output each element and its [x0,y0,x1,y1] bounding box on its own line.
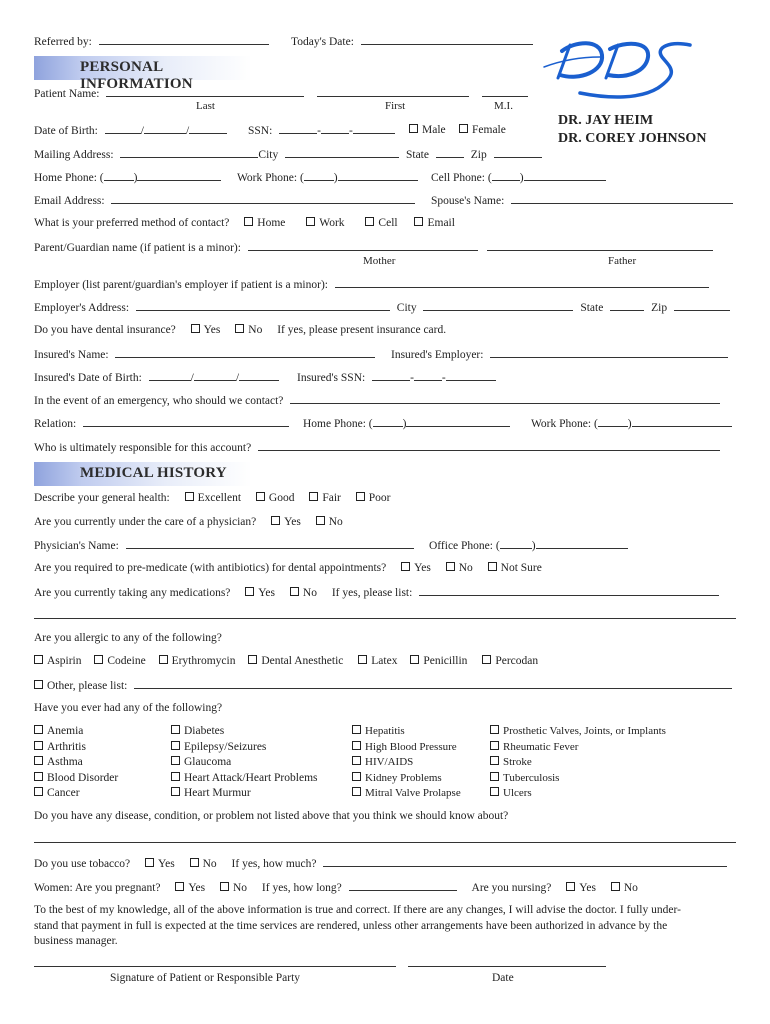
medications-yes-checkbox[interactable]: Yes [245,587,275,599]
father-input[interactable] [487,240,713,251]
todays-date-field[interactable]: Today's Date: [291,34,533,49]
condition-checkbox[interactable]: Hepatitis [352,724,461,740]
physician-name-field[interactable]: Physician's Name: [34,538,414,553]
checkbox-icon[interactable] [611,882,620,891]
condition-checkbox[interactable]: Asthma [34,755,118,771]
allergy-aspirin-checkbox[interactable]: Aspirin [34,655,82,667]
premedicate-no-checkbox[interactable]: No [446,562,473,574]
insured-ssn-field[interactable]: Insured's SSN: - - [297,370,496,385]
checkbox-icon[interactable] [446,562,455,571]
allergy-penicillin-checkbox[interactable]: Penicillin [410,655,467,667]
checkbox-icon[interactable] [220,882,229,891]
checkbox-icon[interactable] [175,882,184,891]
checkbox-icon[interactable] [316,516,325,525]
insurance-yes-checkbox[interactable]: Yes [191,324,221,336]
responsible-party-field[interactable]: Who is ultimately responsible for this account? [34,440,720,455]
dob-field[interactable]: Date of Birth: / / [34,123,227,138]
office-phone-field[interactable]: Office Phone: ( ) [429,538,628,553]
contact-cell-checkbox[interactable]: Cell [365,217,397,229]
allergy-other-row[interactable]: Other, please list: [34,678,732,693]
first-name-input[interactable] [317,86,469,97]
employer-address-row[interactable]: Employer's Address: City State Zip [34,300,730,315]
allergy-latex-checkbox[interactable]: Latex [358,655,397,667]
checkbox-icon[interactable] [358,655,367,664]
checkbox-icon[interactable] [185,492,194,501]
condition-checkbox[interactable]: Stroke [490,755,666,771]
spouse-name-field[interactable]: Spouse's Name: [431,193,733,208]
tobacco-no-checkbox[interactable]: No [190,858,217,870]
ever-had-question: Have you ever had any of the following? [34,702,223,714]
gender-female-checkbox[interactable]: Female [459,123,506,137]
signature-line[interactable] [34,966,396,967]
allergy-options-row [34,654,538,668]
checkbox-icon[interactable] [244,217,253,226]
insurance-no-checkbox[interactable]: No [235,324,262,336]
allergy-erythromycin-checkbox[interactable]: Erythromycin [159,655,236,667]
checkbox-icon[interactable] [409,124,418,133]
employer-field[interactable]: Employer (list parent/guardian's employer if patient is a minor): [34,277,709,292]
father-label: Father [608,255,637,267]
conditions-col-2 [171,724,318,802]
checkbox-icon[interactable] [145,858,154,867]
tobacco-yes-checkbox[interactable]: Yes [145,858,175,870]
checkbox-icon[interactable] [459,124,468,133]
relation-home-phone-field[interactable]: Home Phone: ( ) [303,416,510,431]
premedicate-yes-checkbox[interactable]: Yes [401,562,431,574]
doctor-name-1: DR. JAY HEIM [558,113,654,128]
medications-no-checkbox[interactable]: No [290,587,317,599]
physician-care-row: Are you currently under the care of a physician? Yes No [34,516,343,528]
last-name-input[interactable] [106,86,304,97]
emergency-contact-field[interactable]: In the event of an emergency, who should we contact? [34,393,720,408]
gender-male-checkbox[interactable]: Male [409,123,446,137]
doctor-name-2: DR. COREY JOHNSON [558,131,707,146]
tobacco-row: Do you use tobacco? Yes No If yes, how much? [34,856,727,871]
other-disease-line[interactable] [34,842,736,843]
contact-email-checkbox[interactable]: Email [414,217,454,229]
insured-name-field[interactable]: Insured's Name: [34,347,375,362]
condition-checkbox[interactable]: Cancer [34,786,118,802]
condition-checkbox[interactable]: Epilepsy/Seizures [171,740,318,756]
nursing-no-checkbox[interactable]: No [611,882,638,894]
checkbox-icon[interactable] [356,492,365,501]
condition-checkbox[interactable]: Anemia [34,724,118,740]
section-title: MEDICAL HISTORY [80,465,227,481]
section-title: PERSONAL INFORMATION [80,59,193,92]
checkbox-icon[interactable] [191,324,200,333]
checkbox-icon[interactable] [190,858,199,867]
checkbox-icon[interactable] [94,655,103,664]
health-excellent-checkbox[interactable]: Excellent [185,492,241,504]
pregnancy-length-input[interactable] [349,880,457,891]
premedicate-not-sure-checkbox[interactable]: Not Sure [488,562,542,574]
checkbox-icon[interactable] [290,587,299,596]
relation-field[interactable]: Relation: [34,416,289,431]
conditions-col-1 [34,724,118,802]
signature-label: Signature of Patient or Responsible Party [110,972,301,984]
checkbox-icon[interactable] [488,562,497,571]
checkbox-icon[interactable] [410,655,419,664]
checkbox-icon[interactable] [306,217,315,226]
nursing-yes-checkbox[interactable]: Yes [566,882,596,894]
contact-home-checkbox[interactable]: Home [244,217,285,229]
general-health-row: Describe your general health: Excellent Good Fair Poor [34,492,391,504]
section-personal-information [34,56,252,92]
condition-checkbox[interactable]: Ulcers [490,786,666,802]
health-fair-checkbox[interactable]: Fair [309,492,341,504]
checkbox-icon[interactable] [271,516,280,525]
last-label: Last [196,100,215,112]
checkbox-icon[interactable] [566,882,575,891]
allergy-codeine-checkbox[interactable]: Codeine [94,655,145,667]
mother-label: Mother [363,255,396,267]
insured-employer-field[interactable]: Insured's Employer: [391,347,728,362]
dds-logo [540,33,700,123]
home-phone-field[interactable]: Home Phone: ( ) [34,170,221,185]
physician-yes-checkbox[interactable]: Yes [271,516,301,528]
checkbox-icon[interactable] [309,492,318,501]
first-label: First [385,100,406,112]
mi-label: M.I. [494,100,513,112]
health-poor-checkbox[interactable]: Poor [356,492,391,504]
guardian-row[interactable]: Parent/Guardian name (if patient is a minor): [34,240,713,255]
health-good-checkbox[interactable]: Good [256,492,295,504]
checkbox-icon[interactable] [365,217,374,226]
condition-checkbox[interactable]: Glaucoma [171,755,318,771]
patient-name-row[interactable]: Patient Name: [34,86,528,101]
checkbox-icon[interactable] [482,655,491,664]
dental-insurance-row: Do you have dental insurance? Yes No If yes, please present insurance card. [34,324,447,336]
allergy-dental-anesthetic-checkbox[interactable]: Dental Anesthetic [248,655,343,667]
condition-checkbox[interactable]: Arthritis [34,740,118,756]
email-field[interactable]: Email Address: [34,193,415,208]
condition-checkbox[interactable]: HIV/AIDS [352,755,461,771]
mi-input[interactable] [482,86,528,97]
insured-dob-field[interactable]: Insured's Date of Birth: / / [34,370,279,385]
date-label: Date [492,972,514,984]
checkbox-icon[interactable] [401,562,410,571]
checkbox-icon[interactable] [34,680,43,689]
premedicate-row: Are you required to pre-medicate (with antibiotics) for dental appointments? Yes No Not Sure [34,562,542,574]
relation-work-phone-field[interactable]: Work Phone: ( ) [531,416,732,431]
mother-input[interactable] [248,240,478,251]
checkbox-icon[interactable] [248,655,257,664]
checkbox-icon[interactable] [34,655,43,664]
checkbox-icon[interactable] [235,324,244,333]
conditions-col-3 [352,724,461,802]
section-medical-history [34,462,252,486]
work-phone-field[interactable]: Work Phone: ( ) [237,170,418,185]
checkbox-icon[interactable] [414,217,423,226]
pregnant-yes-checkbox[interactable]: Yes [175,882,205,894]
condition-checkbox[interactable]: Prosthetic Valves, Joints, or Implants [490,724,666,740]
mailing-address-row[interactable]: Mailing Address: City State Zip [34,147,542,162]
condition-checkbox[interactable]: Mitral Valve Prolapse [352,786,461,802]
consent-statement: To the best of my knowledge, all of the above information is true and correct. If there are any changes, I will advise the doctor. I fully under- stand that payment in full is expected at the time services are rendered, unless other arrangements have been authorized in advance by the business manager. [34,904,681,947]
condition-checkbox[interactable]: Kidney Problems [352,771,461,787]
conditions-col-4 [490,724,666,802]
condition-checkbox[interactable]: Rheumatic Fever [490,740,666,756]
condition-checkbox[interactable]: Tuberculosis [490,771,666,787]
ssn-field[interactable]: SSN: - - [248,123,395,138]
pregnant-no-checkbox[interactable]: No [220,882,247,894]
contact-work-checkbox[interactable]: Work [306,217,344,229]
other-disease-question: Do you have any disease, condition, or problem not listed above that you think we should know about? [34,810,509,822]
contact-method-row: What is your preferred method of contact? Home Work Cell Email [34,217,455,229]
allergy-percodan-checkbox[interactable]: Percodan [482,655,538,667]
condition-checkbox[interactable]: Diabetes [171,724,318,740]
allergic-question: Are you allergic to any of the following? [34,632,222,644]
physician-no-checkbox[interactable]: No [316,516,343,528]
medications-list-input[interactable] [419,585,719,596]
condition-checkbox[interactable]: High Blood Pressure [352,740,461,756]
condition-checkbox[interactable]: Heart Attack/Heart Problems [171,771,318,787]
date-line[interactable] [408,966,606,967]
checkbox-icon[interactable] [245,587,254,596]
checkbox-icon[interactable] [256,492,265,501]
checkbox-icon[interactable] [159,655,168,664]
cell-phone-field[interactable]: Cell Phone: ( ) [431,170,606,185]
medications-row: Are you currently taking any medications? Yes No If yes, please list: [34,585,719,600]
tobacco-amount-input[interactable] [323,856,727,867]
pregnancy-row: Women: Are you pregnant? Yes No If yes, how long? Are you nursing? Yes No [34,882,638,894]
condition-checkbox[interactable]: Blood Disorder [34,771,118,787]
condition-checkbox[interactable]: Heart Murmur [171,786,318,802]
referred-by-field[interactable]: Referred by: [34,34,269,49]
medications-extra-line[interactable] [34,618,736,619]
